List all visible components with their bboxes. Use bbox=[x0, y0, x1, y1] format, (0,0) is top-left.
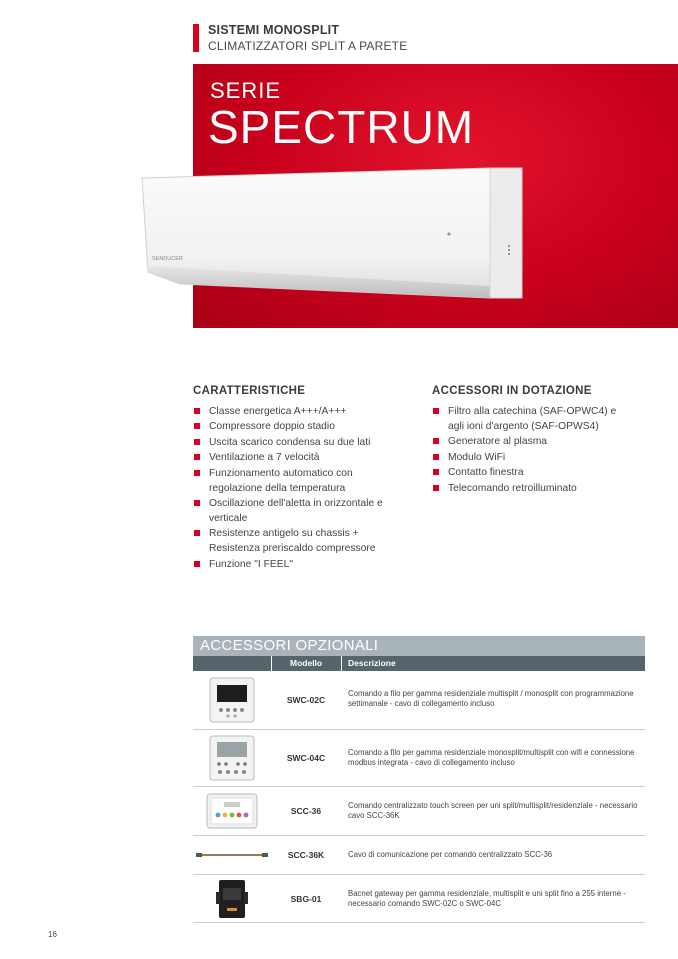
air-conditioner-image bbox=[140, 166, 524, 300]
list-item: Telecomando retroilluminato bbox=[432, 481, 622, 496]
features-list bbox=[193, 404, 393, 572]
column-header-description: Descrizione bbox=[348, 658, 396, 668]
table-row bbox=[193, 875, 645, 923]
list-item: Contatto finestra bbox=[432, 465, 622, 480]
accessories-list bbox=[432, 404, 622, 496]
section-title: SISTEMI MONOSPLIT bbox=[208, 23, 340, 37]
list-item: Generatore al plasma bbox=[432, 434, 622, 449]
gateway-icon bbox=[215, 878, 249, 920]
list-item: Ventilazione a 7 velocità bbox=[193, 450, 393, 465]
cable-icon bbox=[196, 850, 268, 860]
optional-accessories-title: ACCESSORI OPZIONALI bbox=[200, 637, 379, 654]
brand-logo: SENDUCER bbox=[152, 256, 183, 262]
touch-screen-controller-icon bbox=[206, 793, 258, 829]
model-description: Comando a filo per gamma residenziale multisplit / monosplit con programmazione settimanale - cavo di collegamento incluso bbox=[348, 689, 634, 708]
thumb-cell bbox=[193, 875, 271, 922]
header-divider bbox=[271, 656, 272, 671]
model-code: SCC-36K bbox=[287, 850, 325, 860]
optional-accessories-bar bbox=[193, 636, 645, 656]
header-divider bbox=[341, 656, 342, 671]
accessories-title: ACCESSORI IN DOTAZIONE bbox=[432, 385, 592, 397]
thumb-cell bbox=[193, 730, 271, 786]
list-item: Funzione "I FEEL" bbox=[193, 557, 393, 572]
model-description: Comando centralizzato touch screen per uni split/multisplit/residenziale - necessario cavo SCC-36K bbox=[348, 801, 638, 820]
features-title: CARATTERISTICHE bbox=[193, 385, 306, 397]
hero-serie-label: SERIE bbox=[210, 78, 282, 103]
list-item: Classe energetica A+++/A+++ bbox=[193, 404, 393, 419]
list-item: Filtro alla catechina (SAF-OPWC4) e agli ioni d'argento (SAF-OPWS4) bbox=[432, 404, 622, 434]
model-code: SWC-02C bbox=[286, 695, 326, 705]
list-item: Oscillazione dell'aletta in orizzontale e verticale bbox=[193, 496, 393, 526]
model-description: Bacnet gateway per gamma residenziale, multisplit e uni split fino a 255 interne - necessario comando SWC-02C o SWC-04C bbox=[348, 889, 626, 908]
list-item: Funzionamento automatico con regolazione della temperatura bbox=[193, 466, 393, 496]
model-description: Comando a filo per gamma residenziale monosplit/multisplit con wifi e connessione modbus integrata - cavo di collegamento incluso bbox=[348, 748, 635, 767]
wifi-controller-icon bbox=[209, 735, 255, 781]
model-code: SWC-04C bbox=[286, 753, 326, 763]
table-row bbox=[193, 836, 645, 875]
model-code: SBG-01 bbox=[290, 894, 322, 904]
list-item: Compressore doppio stadio bbox=[193, 419, 393, 434]
model-description: Cavo di comunicazione per comando centralizzato SCC-36 bbox=[348, 850, 553, 859]
header-accent-bar bbox=[193, 24, 199, 52]
thumb-cell bbox=[193, 671, 271, 729]
table-header bbox=[193, 656, 645, 671]
column-header-model: Modello bbox=[290, 658, 323, 668]
list-item: Uscita scarico condensa su due lati bbox=[193, 435, 393, 450]
page-number: 16 bbox=[48, 930, 57, 939]
model-code: SCC-36 bbox=[290, 806, 322, 816]
wired-controller-icon bbox=[209, 677, 255, 723]
table-row bbox=[193, 730, 645, 787]
list-item: Modulo WiFi bbox=[432, 450, 622, 465]
hero-product-name: SPECTRUM bbox=[208, 101, 475, 153]
section-subtitle: CLIMATIZZATORI SPLIT A PARETE bbox=[208, 39, 408, 53]
list-item: Resistenze antigelo su chassis + Resistenza preriscaldo compressore bbox=[193, 526, 393, 556]
table-row bbox=[193, 671, 645, 730]
table-row bbox=[193, 787, 645, 836]
thumb-cell bbox=[193, 836, 271, 874]
thumb-cell bbox=[193, 787, 271, 835]
